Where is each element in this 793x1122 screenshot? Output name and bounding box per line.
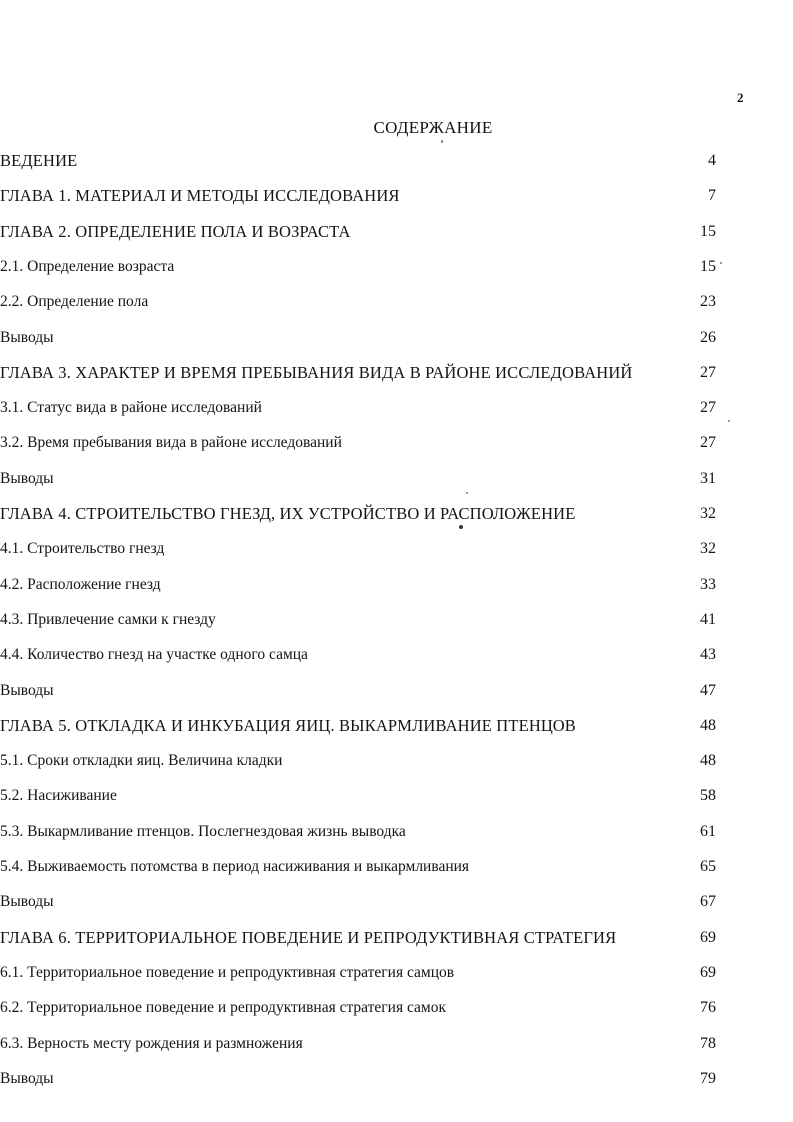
toc-row [0, 573, 793, 597]
toc-entry-page: 33 [700, 575, 716, 593]
toc-entry-page: 67 [700, 893, 716, 911]
toc-row [0, 643, 793, 667]
scan-speck [459, 525, 463, 529]
toc-entry-title: 4.1. Строительство гнезд [0, 540, 165, 558]
toc-entry-title: ГЛАВА 4. СТРОИТЕЛЬСТВО ГНЕЗД, ИХ УСТРОЙСТВО И РАСПОЛОЖЕНИЕ [0, 504, 576, 523]
toc-row [0, 820, 793, 844]
toc-entry-page: 27 [700, 363, 716, 381]
toc-entry-title: 5.2. Насиживание [0, 787, 117, 805]
toc-row [0, 290, 793, 314]
toc-row [0, 396, 793, 420]
toc-entry-page: 26 [700, 328, 716, 346]
toc-entry-title: 2.2. Определение пола [0, 293, 149, 311]
toc-row [0, 467, 793, 491]
toc-entry-page: 76 [700, 999, 716, 1017]
toc-entry-page: 27 [700, 434, 716, 452]
toc-entry-title: 6.1. Территориальное поведение и репродуктивная стратегия самцов [0, 963, 455, 981]
toc-row [0, 996, 793, 1020]
toc-entry-page: 27 [700, 399, 716, 417]
toc-entry-page: 79 [700, 1069, 716, 1087]
toc-entry-page: 43 [700, 646, 716, 664]
toc-entry-title: 4.4. Количество гнезд на участке одного самца [0, 646, 308, 664]
toc-entry-page: 69 [700, 963, 716, 981]
toc-entry-page: 78 [700, 1034, 716, 1052]
toc-entry-title: 6.2. Территориальное поведение и репродуктивная стратегия самок [0, 999, 447, 1017]
toc-entry-title: ГЛАВА 5. ОТКЛАДКА И ИНКУБАЦИЯ ЯИЦ. ВЫКАРМЛИВАНИЕ ПТЕНЦОВ [0, 715, 576, 735]
toc-entry-page: 48 [700, 716, 716, 734]
toc-entry-title: 5.4. Выживаемость потомства в период насиживания и выкармливания [0, 858, 470, 875]
toc-row [0, 714, 793, 738]
toc-entry-title: ГЛАВА 2. ОПРЕДЕЛЕНИЕ ПОЛА И ВОЗРАСТА [0, 221, 351, 241]
toc-entry-title: ГЛАВА 1. МАТЕРИАЛ И МЕТОДЫ ИССЛЕДОВАНИЯ [0, 186, 400, 206]
toc-entry-page: 47 [700, 681, 716, 699]
toc-row [0, 855, 793, 879]
toc-entry-title: Выводы [0, 328, 54, 346]
toc-row [0, 608, 793, 632]
toc-entry-page: 32 [700, 540, 716, 558]
toc-entry-title: 2.1. Определение возраста [0, 257, 175, 275]
toc-entry-title: 5.3. Выкармливание птенцов. Послегнездовая жизнь выводка [0, 822, 406, 840]
toc-row [0, 326, 793, 350]
toc-entry-title: 4.2. Расположение гнезд [0, 575, 161, 593]
toc-entry-page: 41 [700, 610, 716, 628]
toc-entry-title: ВЕДЕНИЕ [0, 151, 78, 170]
scan-speck [441, 140, 443, 143]
toc-entry-title: 3.1. Статус вида в районе исследований [0, 399, 262, 417]
toc-entry-title: 4.3. Привлечение самки к гнезду [0, 610, 216, 628]
toc-entry-page: 69 [700, 928, 716, 946]
toc-entry-page: 23 [700, 293, 716, 311]
toc-entry-title: 3.2. Время пребывания вида в районе исследований [0, 434, 342, 452]
toc-entry-page: 15 [700, 222, 716, 240]
toc-row [0, 926, 793, 950]
toc-entry-title: ГЛАВА 3. ХАРАКТЕР И ВРЕМЯ ПРЕБЫВАНИЯ ВИДА В РАЙОНЕ ИССЛЕДОВАНИЙ [0, 362, 633, 382]
toc-row [0, 431, 793, 455]
toc-row [0, 220, 793, 244]
toc-row [0, 679, 793, 703]
scan-speck [720, 262, 722, 264]
toc-entry-page: 4 [708, 152, 716, 169]
toc-row [0, 1032, 793, 1056]
toc-entry-title: 5.1. Сроки откладки яиц. Величина кладки [0, 752, 283, 770]
toc-entry-title: 6.3. Верность месту рождения и размножения [0, 1034, 303, 1052]
toc-row [0, 255, 793, 279]
toc-row [0, 749, 793, 773]
toc-entry-page: 48 [700, 752, 716, 770]
toc-entry-page: 65 [700, 858, 716, 875]
toc-row [0, 502, 793, 526]
toc-row [0, 537, 793, 561]
toc-entry-title: Выводы [0, 469, 54, 487]
toc-row [0, 784, 793, 808]
toc-row [0, 149, 793, 173]
toc-entry-page: 32 [700, 505, 716, 522]
toc-entry-title: ГЛАВА 6. ТЕРРИТОРИАЛЬНОЕ ПОВЕДЕНИЕ И РЕПРОДУКТИВНАЯ СТРАТЕГИЯ [0, 927, 617, 947]
page-title: СОДЕРЖАНИЕ [373, 118, 493, 137]
toc-entry-page: 7 [708, 187, 716, 205]
toc-entry-page: 15 [700, 257, 716, 275]
toc-entry-page: 61 [700, 822, 716, 840]
page-number: 2 [737, 90, 744, 105]
toc-row [0, 184, 793, 208]
toc-entry-page: 58 [700, 787, 716, 805]
toc-entry-title: Выводы [0, 893, 54, 911]
toc-row [0, 1067, 793, 1091]
scan-speck [466, 492, 468, 494]
toc-row [0, 961, 793, 985]
toc-row [0, 361, 793, 385]
toc-entry-page: 31 [700, 469, 716, 487]
toc-row [0, 890, 793, 914]
toc-entry-title: Выводы [0, 681, 54, 699]
scan-speck [728, 420, 730, 422]
toc-entry-title: Выводы [0, 1069, 54, 1087]
